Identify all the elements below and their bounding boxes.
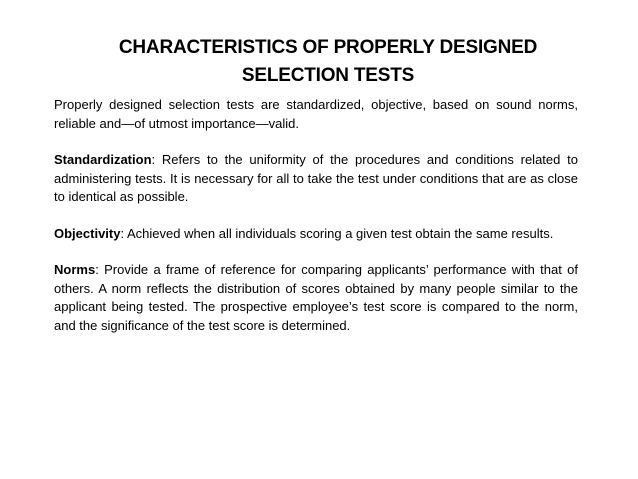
standardization-text: : Refers to the uniformity of the procedures and conditions related to administering tests. It is necessary for all to take the test under conditions that are as close to identical as possible.	[54, 152, 578, 204]
intro-paragraph: Properly designed selection tests are standardized, objective, based on sound norms, reliable and—of utmost importance—valid.	[54, 97, 578, 131]
slide-title-line-2: SELECTION TESTS	[241, 65, 415, 86]
slide-body	[54, 96, 578, 353]
slide-title	[40, 34, 616, 90]
objectivity-paragraph	[54, 225, 578, 244]
norms-text: : Provide a frame of reference for comparing applicants’ performance with that of others. A norm reflects the distribution of scores obtained by many people similar to the applicant being tested. The prospective employee’s test score is compared to the norm, and the significance of the test score is determined.	[54, 262, 578, 333]
objectivity-term: Objectivity	[54, 225, 121, 241]
slide-title-line-1: CHARACTERISTICS OF PROPERLY DESIGNED	[118, 37, 538, 58]
norms-term: Norms	[54, 262, 96, 277]
standardization-paragraph	[54, 151, 578, 207]
norms-paragraph	[54, 261, 578, 335]
objectivity-text: : Achieved when all individuals scoring a given test obtain the same results.	[120, 225, 554, 241]
standardization-term: Standardization	[54, 152, 152, 167]
